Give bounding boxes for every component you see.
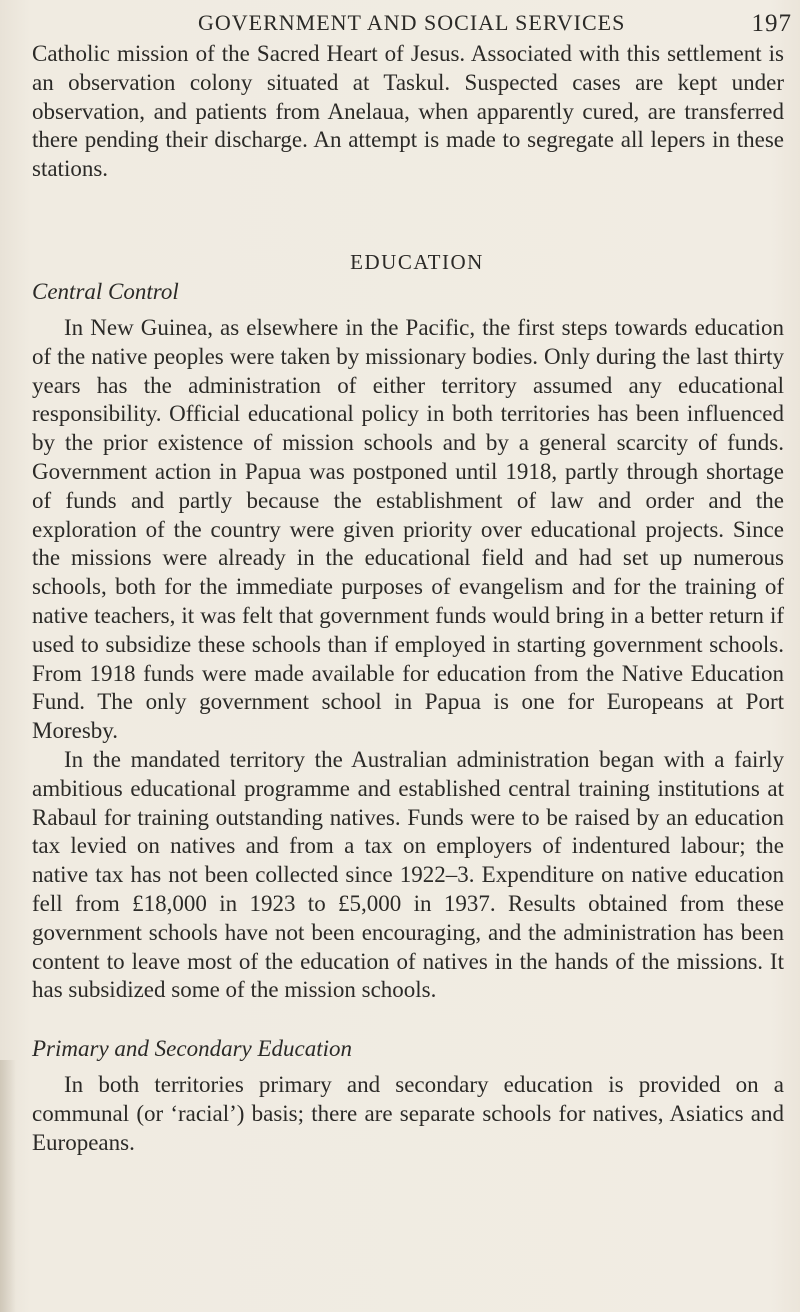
running-head xyxy=(32,10,792,40)
paragraph-primary-1: In both territories primary and secondary education is provided on a communal (or ‘racial’) basis; there are separate schools for natives, Asiatics and Europeans. xyxy=(32,1072,784,1155)
section-heading-education: EDUCATION xyxy=(350,249,484,274)
paragraph-education-2: In the mandated territory the Australian administration began with a fairly ambitious educational programme and established central training institutions at Rabaul for training outstanding natives. Funds were to be raised by an education tax levied on natives and from a tax on employers of indentured labour; the native tax has not been collected since 1922–3. Expenditure on native education fell from £18,000 in 1923 to £5,000 in 1937. Results obtained from these government schools have not been encouraging, and the administration has been content to leave most of the education of natives in the hands of the missions. It has subsidized some of the mission schools. xyxy=(32,746,784,1003)
page-number: 197 xyxy=(751,10,792,37)
paragraph-opening: Catholic mission of the Sacred Heart of Jesus. Associated with this settlement is an observation colony situated at Taskul. Suspected cases are kept under observation, and patients from Anelaua, when apparently cured, are transferred there pending their discharge. An attempt is made to segregate all lepers in these stations. xyxy=(32,41,784,182)
body-text xyxy=(32,40,784,1158)
running-head-title: GOVERNMENT AND SOCIAL SERVICES xyxy=(198,10,626,35)
subheading-primary-secondary: Primary and Secondary Education xyxy=(32,1036,353,1062)
page-edge-shadow xyxy=(0,1060,16,1312)
paragraph-education-1: In New Guinea, as elsewhere in the Pacific, the first steps towards education of the native peoples were taken by missionary bodies. Only during the last thirty years has the administration of either territory assumed any educational responsibility. Official educational policy in both territories has been influenced by the prior existence of mission schools and by a general scarcity of funds. Government action in Papua was postponed until 1918, partly through shortage of funds and partly because the establishment of law and order and the exploration of the country were given priority over educational projects. Since the missions were already in the educational field and had set up numerous schools, both for the immediate purposes of evangelism and for the training of native teachers, it was felt that government funds would bring in a better return if used to subsidize these schools than if employed in starting government schools. From 1918 funds were made available for education from the Native Education Fund. The only government school in Papua is one for Europeans at Port Moresby. xyxy=(32,314,784,744)
subheading-central-control: Central Control xyxy=(32,278,179,304)
